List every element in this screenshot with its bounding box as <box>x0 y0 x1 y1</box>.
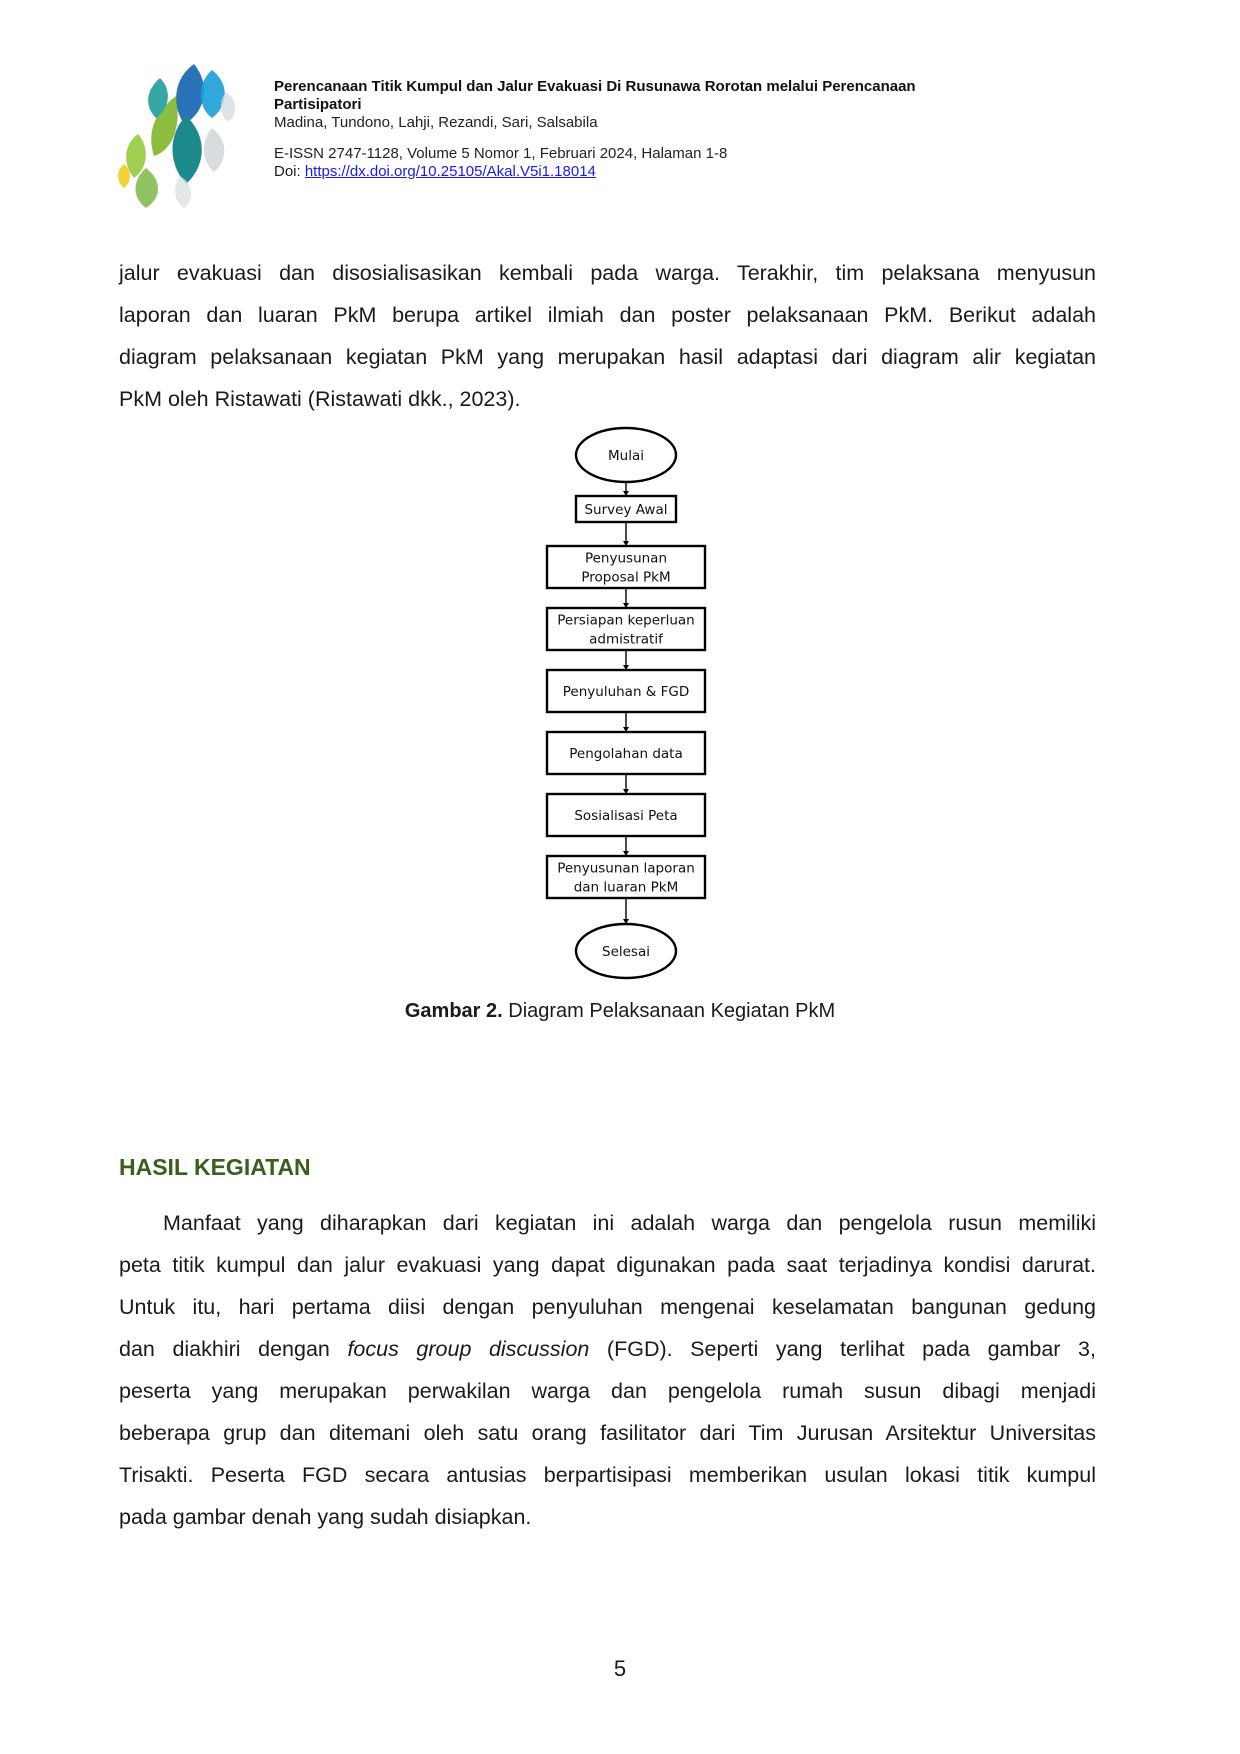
authors: Madina, Tundono, Lahji, Rezandi, Sari, Salsabila <box>274 114 598 131</box>
flow-node-label: Pengolahan data <box>569 746 683 762</box>
flow-node-sosialisasi <box>547 794 705 836</box>
section-heading: HASIL KEGIATAN <box>119 1154 311 1180</box>
body-line: Untuk itu, hari pertama diisi dengan penyuluhan mengenai keselamatan bangunan gedung <box>119 1295 1096 1319</box>
flow-node-label: Survey Awal <box>584 502 668 518</box>
intro-line: PkM oleh Ristawati (Ristawati dkk., 2023). <box>119 387 521 411</box>
figure-caption <box>0 1000 1240 1023</box>
doi-label: Doi: <box>274 163 305 180</box>
paper-title-line2: Partisipatori <box>274 96 362 113</box>
intro-line: jalur evakuasi dan disosialisasikan kembali pada warga. Terakhir, tim pelaksana menyusun <box>119 261 1096 285</box>
caption-label: Gambar 2. <box>404 1000 503 1022</box>
journal-header <box>116 56 1126 216</box>
flow-node-label: Mulai <box>608 448 644 464</box>
issn-info: E-ISSN 2747-1128, Volume 5 Nomor 1, Februari 2024, Halaman 1-8 <box>274 145 728 162</box>
flow-node-label: Sosialisasi Peta <box>574 808 678 824</box>
body-paragraph <box>119 1202 1096 1538</box>
intro-paragraph <box>119 252 1096 420</box>
page-number: 5 <box>613 1656 627 1681</box>
intro-line: diagram pelaksanaan kegiatan PkM yang merupakan hasil adaptasi dari diagram alir kegiatan <box>119 345 1096 369</box>
flow-node-selesai <box>576 924 676 978</box>
flow-node-persiapan <box>547 608 705 650</box>
flow-node-label: admistratif <box>589 631 663 648</box>
flow-node-label: dan luaran PkM <box>573 879 679 896</box>
flow-node-laporan <box>547 856 705 898</box>
doi-info <box>274 163 1124 181</box>
flow-node-penyuluhan <box>547 670 705 712</box>
flowchart <box>0 420 1240 1000</box>
flow-node-label: Persiapan keperluan <box>557 612 695 629</box>
body-line: peta titik kumpul dan jalur evakuasi yang dapat digunakan pada saat terjadinya kondisi darurat. <box>119 1253 1096 1277</box>
intro-line: laporan dan luaran PkM berupa artikel ilmiah dan poster pelaksanaan PkM. Berikut adalah <box>119 303 1096 327</box>
flow-node-label: Proposal PkM <box>581 569 671 586</box>
body-line: Trisakti. Peserta FGD secara antusias berpartisipasi memberikan usulan lokasi titik kumpul <box>119 1463 1096 1487</box>
flow-node-survey <box>576 496 676 522</box>
body-line: peserta yang merupakan perwakilan warga dan pengelola rumah susun dibagi menjadi <box>119 1379 1096 1403</box>
paper-title <box>274 78 1124 114</box>
body-line: Manfaat yang diharapkan dari kegiatan ini adalah warga dan pengelola rusun memiliki <box>163 1211 1096 1235</box>
flow-node-proposal <box>547 546 705 588</box>
body-line <box>119 1328 1096 1370</box>
caption-text: Diagram Pelaksanaan Kegiatan PkM <box>502 1000 836 1022</box>
body-text: (FGD). Seperti yang terlihat pada gambar 3, <box>589 1337 1096 1361</box>
flowchart-svg <box>0 420 1240 1000</box>
body-line: pada gambar denah yang sudah disiapkan. <box>119 1505 532 1529</box>
paper-title-line1: Perencanaan Titik Kumpul dan Jalur Evakuasi Di Rusunawa Rorotan melalui Perencanaan <box>274 78 916 95</box>
doi-link[interactable]: https://dx.doi.org/10.25105/Akal.V5i1.18014 <box>304 163 596 180</box>
flow-node-mulai <box>576 428 676 482</box>
journal-logo <box>116 56 248 208</box>
flow-node-label: Selesai <box>602 944 650 960</box>
flow-node-pengolahan <box>547 732 705 774</box>
header-text <box>274 78 1124 181</box>
flow-node-label: Penyusunan <box>584 550 668 567</box>
body-emphasis: focus group discussion <box>347 1337 590 1361</box>
body-line: beberapa grup dan ditemani oleh satu orang fasilitator dari Tim Jurusan Arsitektur Universitas <box>119 1421 1096 1445</box>
body-text: dan diakhiri dengan <box>119 1337 348 1361</box>
flow-node-label: Penyusunan laporan <box>557 860 695 877</box>
flow-node-label: Penyuluhan & FGD <box>562 684 690 700</box>
